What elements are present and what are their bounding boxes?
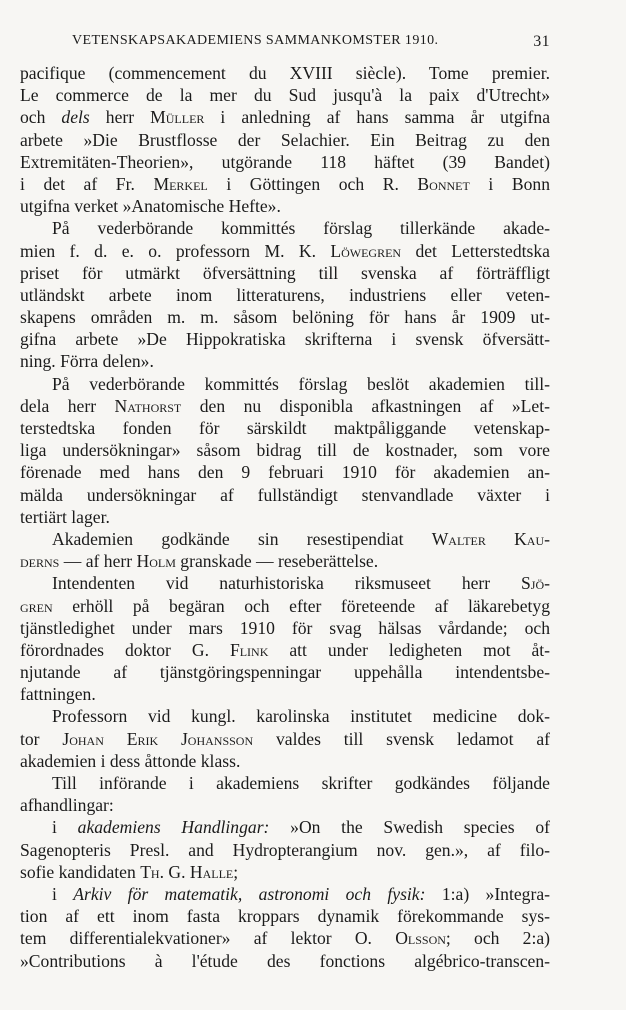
paragraph-start: På vederbörande kommittés förslag tillerkände akade- [52, 218, 550, 239]
publication-title: Arkiv för matematik, astronomi och fysik: [73, 883, 426, 904]
person-name: Walter Kau- [431, 528, 550, 549]
person-name: Th. G. Halle [140, 861, 234, 882]
page-number: 31 [533, 33, 550, 50]
text-line: gren erhöll på begäran och efter företeende af läkarebetyg [20, 595, 550, 616]
text-line: priset för utmärkt öfversättning till svenska af förträffligt [20, 262, 550, 283]
text-line: mälda undersökningar af fullständigt stenvandlade växter i [20, 484, 550, 505]
text-line: ning. Förra delen». [20, 351, 154, 372]
paragraph-start: Intendenten vid naturhistoriska riksmuseet herr Sjö- [52, 573, 550, 594]
text-line: förenade med hans den 9 februari 1910 för akademien an- [20, 462, 550, 483]
text-line: pacifique (commencement du XVIII siècle). Tome premier. [20, 63, 550, 83]
text-line: tion af ett inom fasta kroppars dynamik förekommande sys- [20, 906, 550, 927]
text-line: Sagenopteris Presl. and Hydropterangium nov. gen.», af filo- [20, 839, 550, 860]
text-line: tjänstledighet under mars 1910 för svag hälsas vårdande; och [20, 617, 550, 638]
person-name: derns [20, 551, 60, 572]
text-line: afhandlingar: [20, 795, 114, 816]
paragraph-start: i akademiens Handlingar: »On the Swedish species of [52, 817, 550, 838]
running-title: VETENSKAPSAKADEMIENS SAMMANKOMSTER 1910. [72, 33, 439, 48]
text-line: dela herr Nathorst den nu disponibla afkastningen af »Let- [20, 395, 550, 416]
text-line: sofie kandidaten Th. G. Halle; [20, 861, 239, 882]
person-name: Holm [136, 551, 176, 572]
text-line: skapens områden m. m. såsom belöning för hans år 1909 ut- [20, 307, 550, 328]
publication-title: akademiens Handlingar: [77, 817, 270, 838]
text-line: i det af Fr. Merkel i Göttingen och R. Bonnet i Bonn [20, 173, 550, 194]
text-line: tor Johan Erik Johansson valdes till svensk ledamot af [20, 728, 550, 749]
person-name: Merkel [153, 173, 208, 194]
text-line: utgifna verket »Anatomische Hefte». [20, 196, 281, 217]
person-name: Nathorst [114, 395, 182, 416]
person-name: Flink [229, 639, 269, 660]
person-name: Olsson [395, 928, 446, 949]
text-line: arbete »Die Brustflosse der Selachier. Ein Beitrag zu den [20, 129, 550, 150]
text-line: tertiärt lager. [20, 506, 110, 527]
text-line: fattningen. [20, 684, 96, 705]
text-line: mien f. d. e. o. professorn M. K. Löwegren det Letterstedtska [20, 240, 550, 261]
text-line: Extremitäten-Theorien», utgörande 118 häftet (39 Bandet) [20, 151, 550, 172]
text-line: liga undersökningar» såsom bidrag till de kostnader, som vore [20, 440, 550, 461]
person-name: gren [20, 595, 53, 616]
text-line: »Contributions à l'étude des fonctions algébrico-transcen- [20, 950, 550, 971]
body-text [20, 62, 550, 972]
paragraph-start: i Arkiv för matematik, astronomi och fysik: 1:a) »Integra- [52, 883, 550, 904]
text-line: tem differentialekvationer» af lektor O. Olsson; och 2:a) [20, 928, 550, 949]
paragraph-start: Till införande i akademiens skrifter godkändes följande [52, 773, 550, 793]
text-line: njutande af tjänstgöringspenningar uppehålla intendentsbe- [20, 662, 550, 683]
running-header [72, 33, 550, 53]
person-name: Bonnet [417, 173, 470, 194]
text-line: Le commerce de la mer du Sud jusqu'à la paix d'Utrecht» [20, 85, 550, 106]
person-name: Müller [150, 107, 205, 128]
text-line: och dels herr Müller i anledning af hans samma år utgifna [20, 107, 550, 128]
text-line: gifna arbete »De Hippokratiska skrifterna i svensk öfversätt- [20, 329, 550, 350]
text-line: utländskt arbete inom litteraturens, industriens eller veten- [20, 284, 550, 305]
text-line: derns — af herr Holm granskade — reseberättelse. [20, 551, 379, 572]
person-name: Johan Erik Johansson [62, 728, 254, 749]
paragraph-start: Professorn vid kungl. karolinska institutet medicine dok- [52, 706, 550, 727]
paragraph-start: Akademien godkände sin resestipendiat Walter Kau- [52, 528, 550, 549]
person-name: Sjö- [521, 573, 550, 594]
paragraph-start: På vederbörande kommittés förslag beslöt akademien till- [52, 373, 550, 394]
text-line: terstedtska fonden för särskildt maktpåliggande vetenskap- [20, 418, 550, 438]
person-name: Löwegren [330, 240, 402, 261]
text-line: akademien i dess åttonde klass. [20, 750, 241, 771]
text-line: förordnades doktor G. Flink att under ledigheten mot åt- [20, 639, 551, 660]
